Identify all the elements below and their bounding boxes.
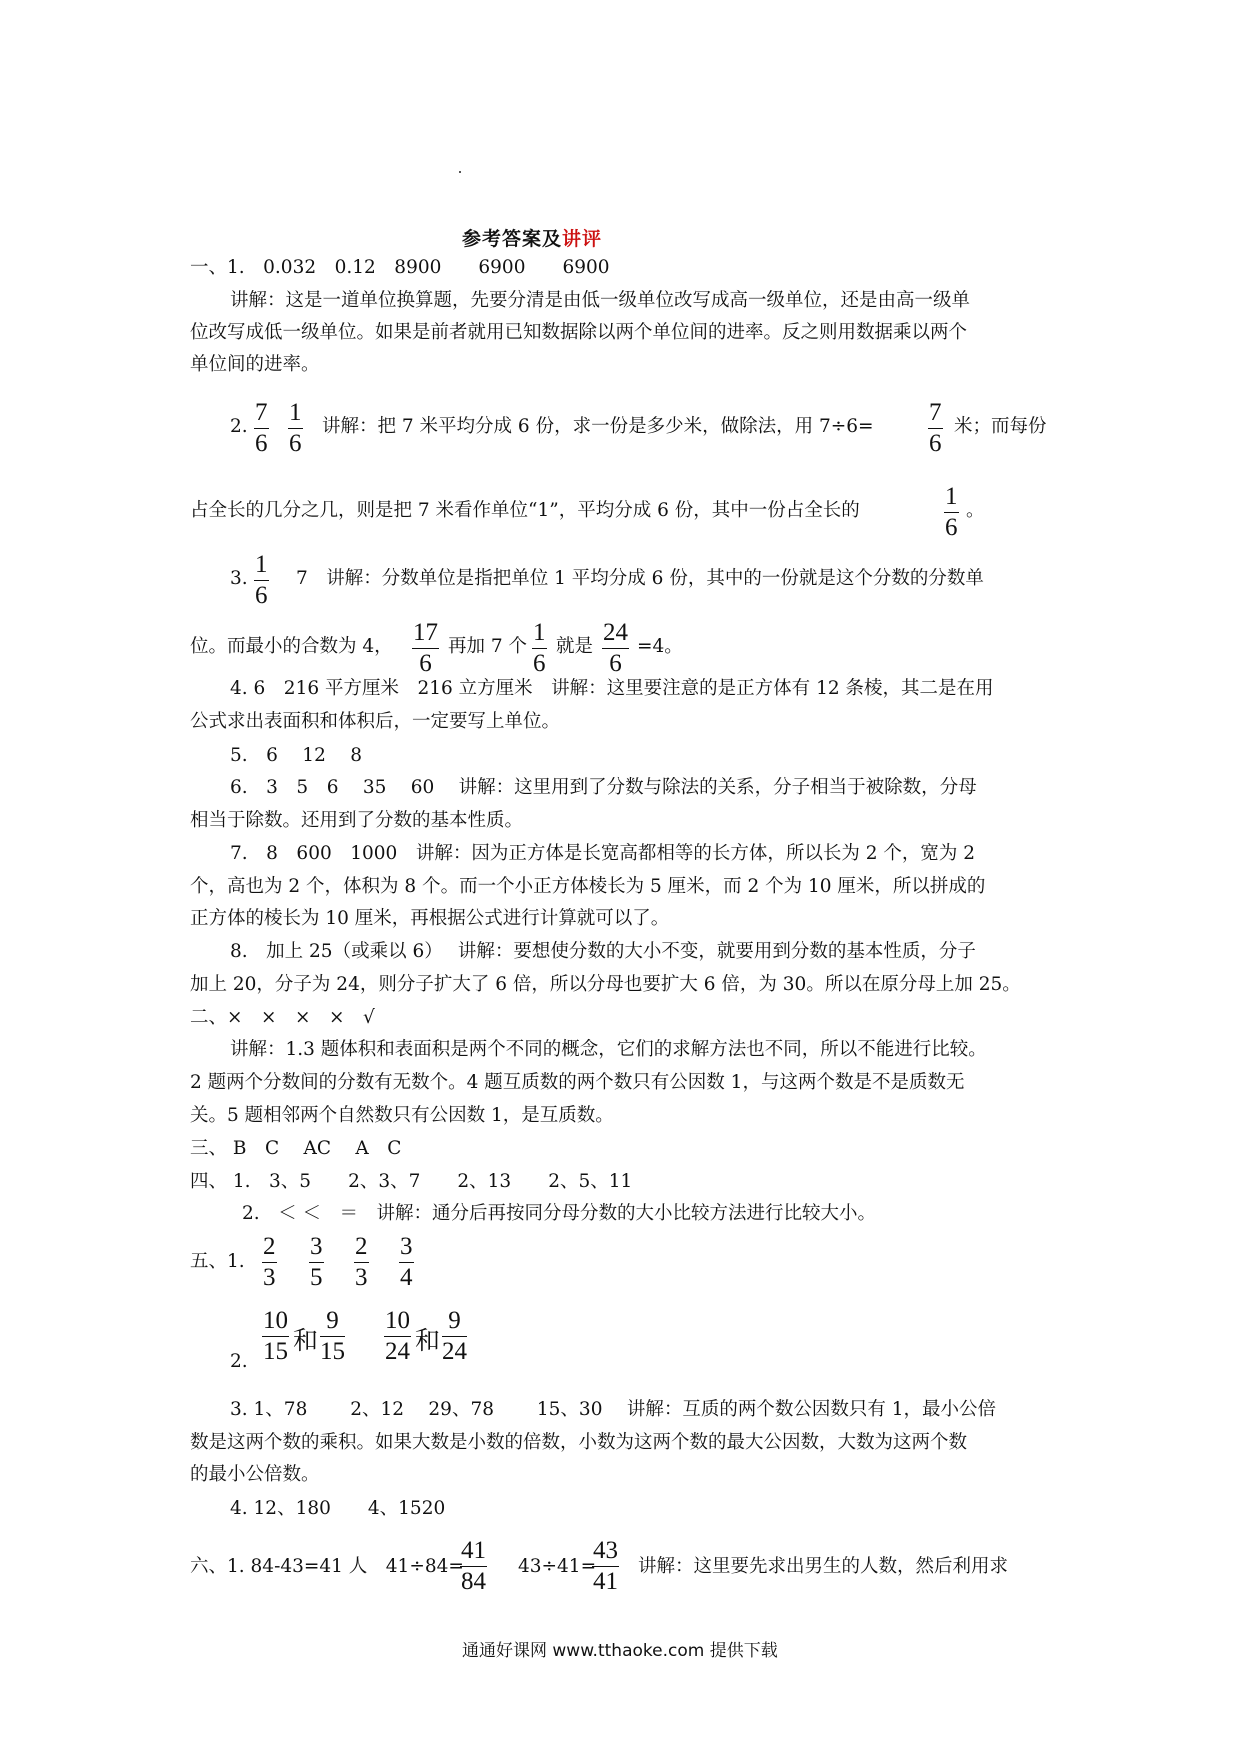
answer-line: 3. 1、78 2、12 29、78 15、30 讲解：互质的两个数公因数只有 1，最小公倍 (230, 1399, 996, 1420)
fraction: $\frac{10}{15}$ (263, 1307, 288, 1365)
fraction: $\frac{41}{84}$ (461, 1537, 486, 1595)
answer-line: 4. 12、180 4、1520 (230, 1498, 446, 1519)
fraction: $\frac{43}{41}$ (593, 1537, 618, 1595)
fraction: $\frac{2}{3}$ (263, 1233, 276, 1291)
answer-line: 2 题两个分数间的分数有无数个。4 题互质数的两个数只有公因数 1，与这两个数是不是质数无 (190, 1072, 965, 1093)
answer-text: 讲解：把 7 米平均分成 6 份，求一份是多少米，做除法，用 7÷6= (322, 416, 874, 437)
answer-text: 就是 (556, 636, 594, 657)
answer-line: 一、1. 0.032 0.12 8900 6900 6900 (190, 257, 610, 278)
answer-line: 加上 20，分子为 24，则分子扩大了 6 倍，所以分母也要扩大 6 倍，为 30。所以在原分母上加 25。 (190, 974, 1021, 995)
fraction: $\frac{3}{5}$ (310, 1233, 323, 1291)
fraction: $\frac{1}{6}$ (255, 551, 268, 609)
answer-line: 2. ＜ ＜ ＝ 讲解：通分后再按同分母分数的大小比较方法进行比较大小。 (242, 1203, 877, 1224)
answer-line: 数是这两个数的乘积。如果大数是小数的倍数，小数为这两个数的最大公因数，大数为这两个数 (190, 1432, 968, 1453)
fraction: $\frac{7}{6}$ (255, 399, 268, 457)
answer-line: 二、× × × × √ (190, 1007, 375, 1028)
fraction: $\frac{1}{6}$ (945, 483, 958, 541)
answer-text: 占全长的几分之几，则是把 7 米看作单位“1”，平均分成 6 份，其中一份占全长的 (190, 500, 860, 521)
q2-number: 2. (230, 416, 248, 437)
fraction: $\frac{9}{15}$ (320, 1307, 345, 1365)
answer-line: 关。5 题相邻两个自然数只有公因数 1，是互质数。 (190, 1105, 614, 1126)
fraction: $\frac{2}{3}$ (355, 1233, 368, 1291)
fraction: $\frac{1}{6}$ (289, 399, 302, 457)
fraction: $\frac{1}{6}$ (533, 619, 546, 677)
title-main: 参考答案及 (462, 228, 563, 250)
fraction: $\frac{3}{4}$ (400, 1233, 413, 1291)
fraction: $\frac{24}{6}$ (603, 619, 628, 677)
answer-text: 。 (966, 500, 985, 521)
fraction: $\frac{10}{24}$ (385, 1307, 410, 1365)
answer-text: 43÷41= (518, 1556, 597, 1577)
answer-text: 再加 7 个 (448, 636, 528, 657)
answer-line: 讲解：1.3 题体积和表面积是两个不同的概念，它们的求解方法也不同，所以不能进行比较。 (230, 1039, 987, 1060)
answer-text: 7 讲解：分数单位是指把单位 1 平均分成 6 份，其中的一份就是这个分数的分数单 (296, 568, 984, 589)
answer-line: 相当于除数。还用到了分数的基本性质。 (190, 810, 524, 831)
answer-line: 7. 8 600 1000 讲解：因为正方体是长宽高都相等的长方体，所以长为 2 个，宽为 2 (230, 843, 975, 864)
answer-line: 5. 6 12 8 (230, 745, 362, 766)
answer-line: 正方体的棱长为 10 厘米，再根据公式进行计算就可以了。 (190, 908, 670, 929)
answer-text: 六、1. 84-43=41 人 41÷84= (190, 1556, 464, 1577)
answer-line: 个，高也为 2 个，体积为 8 个。而一个小正方体棱长为 5 厘米，而 2 个为 10 厘米，所以拼成的 (190, 876, 986, 897)
fraction: $\frac{9}{24}$ (442, 1307, 467, 1365)
answer-text: 讲解：这里要先求出男生的人数，然后利用求 (638, 1556, 1009, 1577)
answer-text: 2. (230, 1351, 248, 1372)
stray-dot (459, 171, 461, 173)
page-title (462, 224, 602, 251)
answer-text: 五、1. (190, 1251, 245, 1272)
answer-line: 四、 1. 3、5 2、3、7 2、13 2、5、11 (190, 1171, 633, 1192)
answer-line: 位改写成低一级单位。如果是前者就用已知数据除以两个单位间的进率。反之则用数据乘以两个 (190, 322, 968, 343)
title-red: 讲评 (562, 228, 603, 250)
answer-line: 8. 加上 25（或乘以 6） 讲解：要想使分数的大小不变，就要用到分数的基本性质，分子 (230, 941, 976, 962)
answer-line: 6. 3 5 6 35 60 讲解：这里用到了分数与除法的关系，分子相当于被除数，分母 (230, 777, 977, 798)
footer-text: 通通好课网 www.tthaoke.com 提供下载 (462, 1641, 778, 1661)
fraction: $\frac{17}{6}$ (413, 619, 438, 677)
answer-text: =4。 (637, 636, 683, 657)
and-text: 和 (293, 1328, 319, 1355)
answer-line: 三、 B C AC A C (190, 1138, 402, 1159)
answer-line: 4. 6 216 平方厘米 216 立方厘米 讲解：这里要注意的是正方体有 12 条棱，其二是在用 (230, 678, 994, 699)
answer-line: 单位间的进率。 (190, 354, 320, 375)
answer-line: 公式求出表面积和体积后，一定要写上单位。 (190, 711, 561, 732)
answer-text: 位。而最小的合数为 4， (190, 636, 393, 657)
answer-text: 米；而每份 (954, 416, 1047, 437)
answer-line: 讲解：这是一道单位换算题，先要分清是由低一级单位改写成高一级单位，还是由高一级单 (230, 290, 971, 311)
fraction: $\frac{7}{6}$ (929, 399, 942, 457)
and-text: 和 (415, 1328, 441, 1355)
answer-line: 的最小公倍数。 (190, 1464, 320, 1485)
q3-number: 3. (230, 568, 248, 589)
